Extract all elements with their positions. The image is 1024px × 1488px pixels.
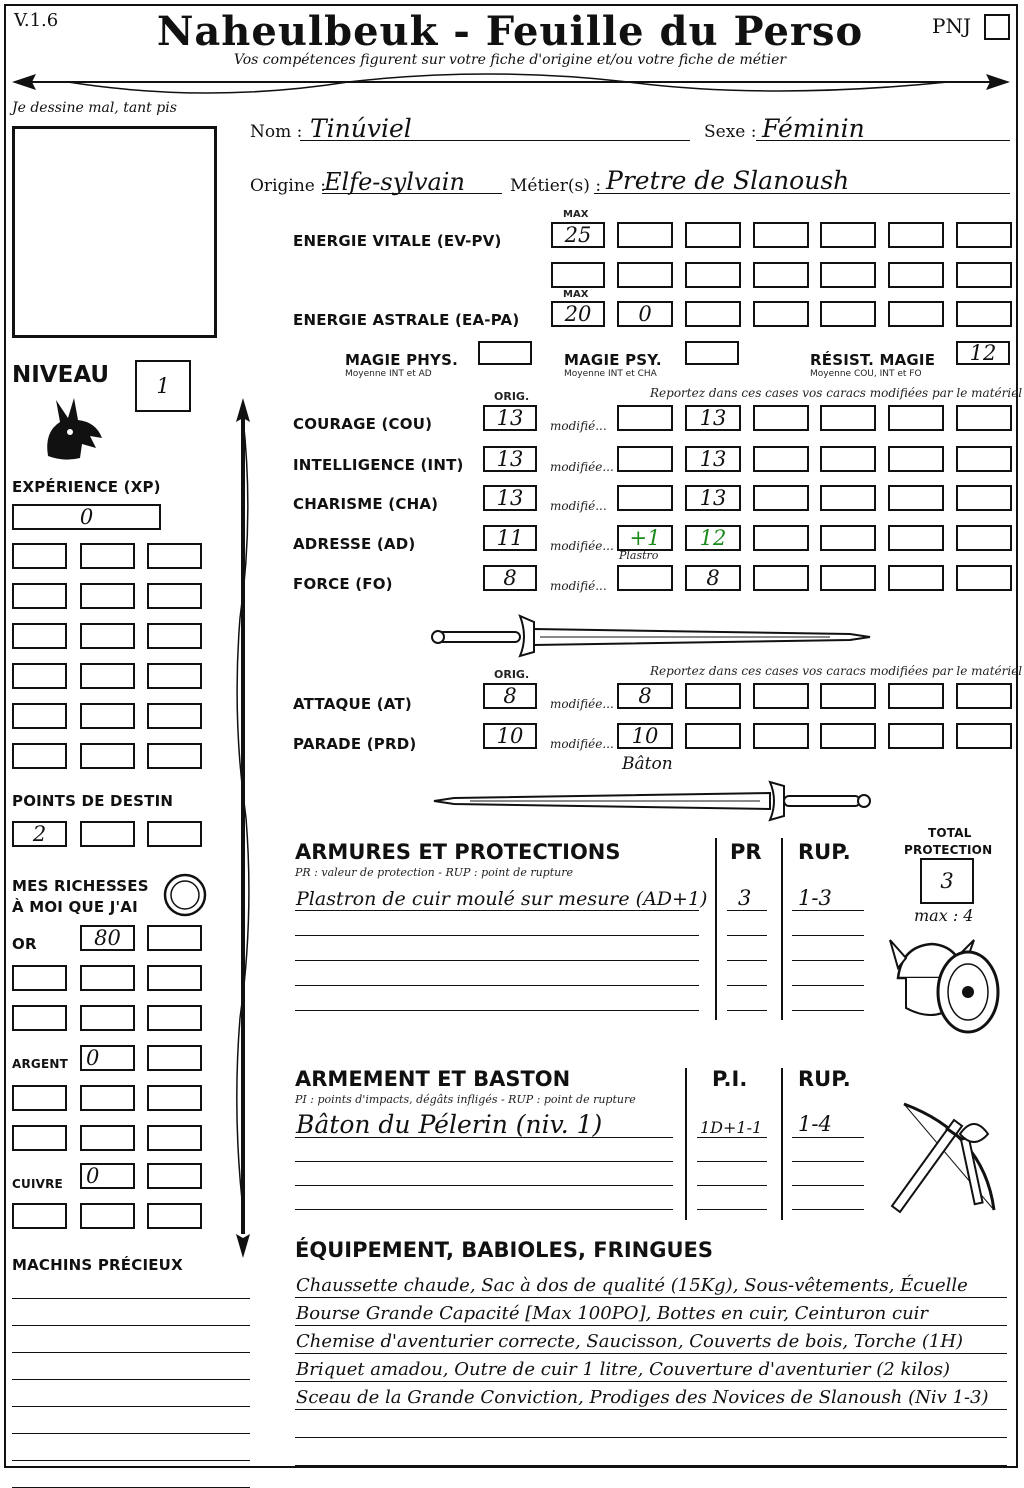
armor-pr-line[interactable] (727, 935, 767, 936)
origine-label: Origine : (250, 176, 326, 196)
stat-extra-box[interactable] (956, 525, 1012, 551)
stat-label: COURAGE (COU) (293, 415, 433, 433)
ev-max-label: MAX (563, 209, 589, 220)
ev-cell[interactable] (617, 262, 673, 288)
pnj-checkbox[interactable] (984, 14, 1010, 40)
combat-modified-label: modifiée... (550, 697, 614, 711)
or-box-2[interactable] (147, 925, 202, 951)
argent-cell[interactable] (12, 1125, 67, 1151)
stat-extra-box[interactable] (753, 446, 809, 472)
weapons-rup-label: RUP. (798, 1067, 851, 1091)
metier-value[interactable]: Pretre de Slanoush (606, 166, 850, 195)
combat-orig-label: ORIG. (494, 668, 530, 681)
stat-orig-box[interactable]: 11 (483, 525, 537, 551)
or-box[interactable]: 80 (80, 925, 135, 951)
weapon-item-name[interactable]: Bâton du Pélerin (niv. 1) (296, 1110, 603, 1139)
pnj-label: PNJ (932, 14, 971, 38)
weapon-name-line[interactable] (295, 1209, 673, 1210)
ev-cell[interactable] (753, 262, 809, 288)
ev-max-box[interactable]: 25 (551, 222, 605, 248)
equipment-line[interactable] (295, 1353, 1007, 1354)
weapons-divider-1 (685, 1068, 687, 1220)
stat-final-box[interactable]: 13 (685, 485, 741, 511)
argent-cell[interactable] (147, 1085, 202, 1111)
magie-psy-label: MAGIE PSY. (564, 351, 662, 369)
stat-extra-box[interactable] (956, 446, 1012, 472)
stat-label: INTELLIGENCE (INT) (293, 456, 464, 474)
weapon-pi-line[interactable] (697, 1161, 767, 1162)
stat-orig-box[interactable]: 13 (483, 446, 537, 472)
weapon-rup-line[interactable] (792, 1161, 864, 1162)
xp-cell[interactable] (12, 743, 67, 769)
xp-cell[interactable] (80, 583, 135, 609)
stat-modified-label: modifié... (550, 419, 607, 433)
stat-extra-box[interactable] (888, 446, 944, 472)
argent-cell[interactable] (12, 1085, 67, 1111)
destin-box-3[interactable] (147, 821, 202, 847)
stat-modified-label: modifié... (550, 579, 607, 593)
xp-cell[interactable] (80, 543, 135, 569)
xp-cell[interactable] (147, 623, 202, 649)
machins-line[interactable] (12, 1460, 250, 1461)
stat-orig-box[interactable]: 13 (483, 405, 537, 431)
ev-cell[interactable] (956, 222, 1012, 248)
sword-icon (430, 612, 874, 660)
stat-extra-box[interactable] (956, 485, 1012, 511)
stat-extra-box[interactable] (753, 485, 809, 511)
equipment-entry[interactable]: Chaussette chaude, Sac à dos de qualité (15Kg), Sous-vêtements, Écuelle (296, 1275, 968, 1296)
stat-orig-box[interactable]: 8 (483, 565, 537, 591)
xp-cell[interactable] (147, 583, 202, 609)
armor-name-line[interactable] (295, 1010, 699, 1011)
vertical-spear-icon (228, 398, 258, 1258)
combat-extra-box[interactable] (956, 683, 1012, 709)
armor-divider-1 (715, 838, 717, 1020)
stat-extra-box[interactable] (820, 405, 876, 431)
ea-max-box[interactable]: 20 (551, 301, 605, 327)
armor-name-line[interactable] (295, 910, 699, 911)
nom-value[interactable]: Tinúviel (310, 114, 412, 143)
stat-label: FORCE (FO) (293, 575, 393, 593)
ea-cell[interactable] (753, 301, 809, 327)
equipment-title: ÉQUIPEMENT, BABIOLES, FRINGUES (295, 1238, 713, 1262)
weapon-item-pi[interactable]: 1D+1-1 (700, 1118, 763, 1137)
destin-label: POINTS DE DESTIN (12, 792, 174, 810)
weapon-name-line[interactable] (295, 1161, 673, 1162)
weapon-pi-line[interactable] (697, 1137, 767, 1138)
origine-value[interactable]: Elfe-sylvain (324, 168, 465, 196)
or-cell[interactable] (147, 965, 202, 991)
total-protection-label-1: TOTAL (928, 826, 972, 840)
stat-modified-label: modifiée... (550, 539, 614, 553)
resist-magie-box[interactable]: 12 (956, 341, 1010, 365)
richesses-label-2: À MOI QUE J'AI (12, 898, 138, 916)
combat-extra-box[interactable] (685, 723, 741, 749)
ev-cell[interactable] (888, 222, 944, 248)
weapon-rup-line[interactable] (792, 1185, 864, 1186)
argent-box-2[interactable] (147, 1045, 202, 1071)
weapons-subtitle: PI : points d'impacts, dégâts infligés - RUP : point de rupture (295, 1093, 636, 1106)
machins-label: MACHINS PRÉCIEUX (12, 1256, 183, 1274)
combat-label: ATTAQUE (AT) (293, 695, 412, 713)
equipment-entry[interactable]: Briquet amadou, Outre de cuir 1 litre, Couverture d'aventurier (2 kilos) (296, 1359, 951, 1380)
stat-extra-box[interactable] (820, 485, 876, 511)
armor-rup-line[interactable] (792, 1010, 864, 1011)
machins-line[interactable] (12, 1406, 250, 1407)
stat-orig-box[interactable]: 13 (483, 485, 537, 511)
stats-report-note: Reportez dans ces cases vos caracs modifiées par le matériel (650, 386, 1023, 400)
weapons-divider-2 (781, 1068, 783, 1220)
xp-main-box[interactable]: 0 (12, 504, 161, 530)
xp-cell[interactable] (147, 703, 202, 729)
stat-modified-label: modifiée... (550, 460, 614, 474)
stat-extra-box[interactable] (888, 405, 944, 431)
combat-extra-box[interactable] (753, 723, 809, 749)
stat-mod-box[interactable] (617, 565, 673, 591)
equipment-line[interactable] (295, 1297, 1007, 1298)
equipment-line[interactable] (295, 1381, 1007, 1382)
sheet-subtitle: Vos compétences figurent sur votre fiche d'origine et/ou votre fiche de métier (233, 52, 787, 68)
nom-label: Nom : (250, 122, 303, 142)
ea-current-box[interactable]: 0 (617, 301, 673, 327)
combat-final-box[interactable]: 10 (617, 723, 673, 749)
coin-icon (162, 872, 208, 918)
stat-extra-box[interactable] (888, 525, 944, 551)
or-cell[interactable] (80, 965, 135, 991)
xp-cell[interactable] (147, 663, 202, 689)
ev-cell[interactable] (820, 222, 876, 248)
magie-phys-label: MAGIE PHYS. (345, 351, 459, 369)
stat-label: ADRESSE (AD) (293, 535, 416, 553)
armor-name-line[interactable] (295, 960, 699, 961)
combat-orig-box[interactable]: 8 (483, 683, 537, 709)
cuivre-box-4[interactable] (80, 1203, 135, 1229)
version-label: V.1.6 (14, 10, 59, 31)
cuivre-box[interactable]: 0 (80, 1163, 135, 1189)
weapon-name-line[interactable] (295, 1185, 673, 1186)
or-cell[interactable] (12, 1005, 67, 1031)
ev-label: ENERGIE VITALE (EV-PV) (293, 232, 502, 250)
combat-label: PARADE (PRD) (293, 735, 417, 753)
armor-rup-line[interactable] (792, 985, 864, 986)
stat-modified-label: modifié... (550, 499, 607, 513)
xp-cell[interactable] (12, 663, 67, 689)
ev-cell[interactable] (888, 262, 944, 288)
or-cell[interactable] (12, 965, 67, 991)
ev-cell[interactable] (820, 262, 876, 288)
ev-cell[interactable] (753, 222, 809, 248)
crossed-weapons-icon (884, 1094, 1008, 1218)
argent-label: ARGENT (12, 1057, 69, 1071)
xp-cell[interactable] (147, 543, 202, 569)
stat-extra-box[interactable] (956, 565, 1012, 591)
stat-label: CHARISME (CHA) (293, 495, 439, 513)
resist-magie-note: Moyenne COU, INT et FO (810, 369, 922, 379)
weapon-pi-line[interactable] (697, 1209, 767, 1210)
weapons-pi-label: P.I. (712, 1067, 748, 1091)
destin-box-1[interactable]: 2 (12, 821, 67, 847)
armor-item-pr[interactable]: 3 (738, 886, 752, 910)
armor-name-line[interactable] (295, 985, 699, 986)
or-cell[interactable] (147, 1005, 202, 1031)
armor-item-rup[interactable]: 1-3 (798, 886, 832, 910)
total-protection-box[interactable]: 3 (920, 858, 974, 904)
combat-extra-box[interactable] (820, 683, 876, 709)
spear-divider-icon (8, 64, 1014, 100)
orig-label: ORIG. (494, 390, 530, 403)
equipment-line[interactable] (295, 1325, 1007, 1326)
ea-cell[interactable] (820, 301, 876, 327)
portrait-box[interactable] (12, 126, 217, 338)
armor-title: ARMURES ET PROTECTIONS (295, 840, 621, 864)
metier-label: Métier(s) : (510, 176, 602, 196)
destin-box-2[interactable] (80, 821, 135, 847)
armor-pr-line[interactable] (727, 960, 767, 961)
stat-final-box[interactable]: 13 (685, 405, 741, 431)
sexe-value[interactable]: Féminin (762, 114, 865, 143)
equipment-entry[interactable]: Sceau de la Grande Conviction, Prodiges des Novices de Slanoush (Niv 1-3) (296, 1387, 989, 1408)
stat-final-box[interactable]: 8 (685, 565, 741, 591)
cuivre-box-5[interactable] (147, 1203, 202, 1229)
ev-cell[interactable] (551, 262, 605, 288)
xp-cell[interactable] (12, 543, 67, 569)
ev-cell[interactable] (685, 222, 741, 248)
weapon-name-line[interactable] (295, 1137, 673, 1138)
armor-rup-line[interactable] (792, 935, 864, 936)
armor-pr-line[interactable] (727, 1010, 767, 1011)
armor-rup-line[interactable] (792, 910, 864, 911)
xp-label: EXPÉRIENCE (XP) (12, 478, 161, 496)
stat-mod-box[interactable] (617, 446, 673, 472)
armor-rup-line[interactable] (792, 960, 864, 961)
weapon-rup-line[interactable] (792, 1137, 864, 1138)
xp-cell[interactable] (12, 703, 67, 729)
argent-box[interactable]: 0 (80, 1045, 135, 1071)
ea-cell[interactable] (685, 301, 741, 327)
ea-max-label: MAX (563, 289, 589, 300)
richesses-label-1: MES RICHESSES (12, 877, 149, 895)
weapon-rup-line[interactable] (792, 1209, 864, 1210)
sexe-label: Sexe : (704, 122, 757, 142)
machins-line[interactable] (12, 1433, 250, 1434)
helmet-shield-icon (888, 928, 1004, 1038)
combat-modified-label: modifiée... (550, 737, 614, 751)
xp-cell[interactable] (80, 743, 135, 769)
combat-orig-box[interactable]: 10 (483, 723, 537, 749)
or-label: OR (12, 935, 37, 953)
armor-divider-2 (781, 838, 783, 1020)
stat-extra-box[interactable] (753, 565, 809, 591)
armor-pr-line[interactable] (727, 985, 767, 986)
stat-extra-box[interactable] (820, 525, 876, 551)
armor-pr-label: PR (730, 840, 762, 864)
parade-note: Bâton (622, 754, 673, 774)
magie-phys-note: Moyenne INT et AD (345, 369, 432, 379)
armor-pr-line[interactable] (727, 910, 767, 911)
magie-psy-note: Moyenne INT et CHA (564, 369, 657, 379)
portrait-caption: Je dessine mal, tant pis (12, 100, 177, 116)
ea-cell[interactable] (956, 301, 1012, 327)
or-cell[interactable] (80, 1005, 135, 1031)
combat-extra-box[interactable] (753, 683, 809, 709)
xp-cell[interactable] (12, 623, 67, 649)
stat-extra-box[interactable] (753, 525, 809, 551)
stat-extra-box[interactable] (888, 485, 944, 511)
stat-mod-note: Plastro (619, 549, 659, 562)
combat-final-box[interactable]: 8 (617, 683, 673, 709)
combat-extra-box[interactable] (956, 723, 1012, 749)
armor-subtitle: PR : valeur de protection - RUP : point de rupture (295, 866, 573, 879)
machins-line[interactable] (12, 1352, 250, 1353)
ev-cell[interactable] (956, 262, 1012, 288)
cuivre-box-2[interactable] (147, 1163, 202, 1189)
machins-line[interactable] (12, 1298, 250, 1299)
armor-rup-label: RUP. (798, 840, 851, 864)
weapons-title: ARMEMENT ET BASTON (295, 1067, 571, 1091)
xp-cell[interactable] (147, 743, 202, 769)
weapon-pi-line[interactable] (697, 1185, 767, 1186)
stat-mod-box[interactable] (617, 405, 673, 431)
combat-extra-box[interactable] (820, 723, 876, 749)
ev-cell[interactable] (617, 222, 673, 248)
sheet-title: Naheulbeuk - Feuille du Perso (156, 8, 864, 55)
machins-line[interactable] (12, 1379, 250, 1380)
argent-cell[interactable] (80, 1085, 135, 1111)
cuivre-label: CUIVRE (12, 1177, 63, 1191)
ea-cell[interactable] (888, 301, 944, 327)
armor-name-line[interactable] (295, 935, 699, 936)
cuivre-box-3[interactable] (12, 1203, 67, 1229)
combat-report-note: Reportez dans ces cases vos caracs modifiées par le matériel (650, 664, 1023, 678)
niveau-label: NIVEAU (12, 362, 110, 388)
stat-extra-box[interactable] (888, 565, 944, 591)
xp-cell[interactable] (80, 623, 135, 649)
argent-cell[interactable] (147, 1125, 202, 1151)
total-protection-max: max : 4 (914, 906, 974, 925)
xp-cell[interactable] (12, 583, 67, 609)
combat-extra-box[interactable] (888, 723, 944, 749)
equipment-entry[interactable]: Bourse Grande Capacité [Max 100PO], Bottes en cuir, Ceinturon cuir (296, 1303, 929, 1324)
stat-extra-box[interactable] (753, 405, 809, 431)
combat-extra-box[interactable] (888, 683, 944, 709)
dragon-icon (40, 392, 106, 464)
stat-mod-box[interactable]: +1 (617, 525, 673, 551)
combat-extra-box[interactable] (685, 683, 741, 709)
argent-cell[interactable] (80, 1125, 135, 1151)
stat-extra-box[interactable] (820, 565, 876, 591)
stat-final-box[interactable]: 12 (685, 525, 741, 551)
ev-cell[interactable] (685, 262, 741, 288)
magie-psy-box[interactable] (685, 341, 739, 365)
magie-phys-box[interactable] (478, 341, 532, 365)
stat-extra-box[interactable] (820, 446, 876, 472)
niveau-box[interactable]: 1 (135, 360, 191, 412)
weapon-item-rup[interactable]: 1-4 (798, 1112, 832, 1136)
equipment-line[interactable] (295, 1465, 1007, 1466)
stat-final-box[interactable]: 13 (685, 446, 741, 472)
stat-extra-box[interactable] (956, 405, 1012, 431)
resist-magie-label: RÉSIST. MAGIE (810, 351, 936, 369)
equipment-entry[interactable]: Chemise d'aventurier correcte, Saucisson, Couverts de bois, Torche (1H) (296, 1331, 964, 1352)
stat-mod-box[interactable] (617, 485, 673, 511)
equipment-line[interactable] (295, 1409, 1007, 1410)
machins-line[interactable] (12, 1325, 250, 1326)
xp-cell[interactable] (80, 703, 135, 729)
sword-icon-2 (430, 776, 874, 824)
total-protection-label-2: PROTECTION (904, 843, 993, 857)
xp-cell[interactable] (80, 663, 135, 689)
armor-item-name[interactable]: Plastron de cuir moulé sur mesure (AD+1) (296, 888, 708, 910)
equipment-line[interactable] (295, 1437, 1007, 1438)
ea-label: ENERGIE ASTRALE (EA-PA) (293, 311, 520, 329)
